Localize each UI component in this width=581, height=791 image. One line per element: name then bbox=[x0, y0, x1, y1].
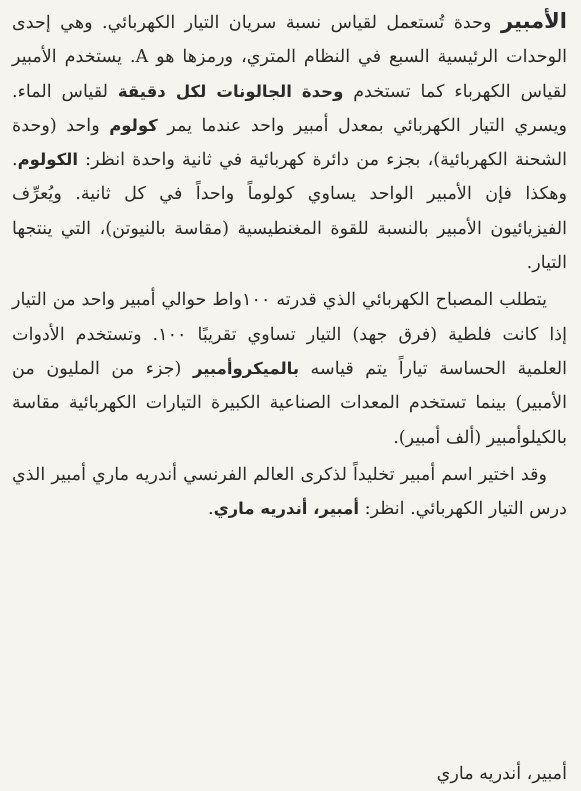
cross-reference-coulomb[interactable]: الكولوم bbox=[17, 150, 79, 170]
text-segment: لقياس الماء. ويسري التيار الكهربائي بمعدل أمبير واحد عندما يمر bbox=[12, 81, 567, 136]
text-segment: (جزء من المليون من الأمبير) بينما تستخدم المعدات الصناعية الكبيرة التيارات الكهربائية مقاسة بالكيلوأمبير (ألف أمبير). bbox=[12, 358, 567, 448]
text-segment: وحدة تُستعمل لقياس نسبة سريان التيار الكهربائي. وهي إحدى الوحدات الرئيسية السبع في النظام المتري، ورمزها هو A. يستخدم الأمبير لقياس الكهرباء كما تستخدم bbox=[12, 13, 567, 102]
term-microampere: بالميكروأمبير bbox=[192, 358, 300, 378]
headword: الأمبير bbox=[500, 9, 567, 33]
cut-off-line: أمبير، أندريه ماري bbox=[436, 764, 567, 784]
term-gallons-per-minute: وحدة الجالونات لكل دقيقة bbox=[117, 81, 344, 101]
text-segment: . bbox=[207, 499, 214, 520]
text-segment: يتطلب المصباح الكهربائي الذي قدرته ١٠٠واط حوالي أمبير واحد من التيار إذا كانت فلطية (فرق جهد) التيار تساوي تقريبًا ١٠٠. وتستخدم الأدوات العلمية الحساسة تياراً يتم قياسه bbox=[12, 290, 567, 379]
text-segment: وقد اختير اسم أمبير تخليداً لذكرى العالم الفرنسي أندريه ماري أمبير الذي درس التيار الكهربائي. انظر: bbox=[12, 464, 567, 520]
text-segment: . وهكذا فإن الأمبير الواحد يساوي كولوماً واحداً في كل ثانية. ويُعرِّف الفيزيائيون الأمبير بالنسبة للقوة المغنطيسية (مقاسة بالنيوتن)، التي ينتجها التيار. bbox=[12, 150, 567, 274]
text-segment: واحد (وحدة الشحنة الكهربائية)، بجزء من دائرة كهربائية في ثانية واحدة انظر: bbox=[12, 115, 567, 171]
paragraph-definition bbox=[12, 4, 567, 280]
paragraph-usage bbox=[12, 283, 567, 454]
cross-reference-ampere[interactable]: أمبير، أندريه ماري bbox=[213, 499, 360, 519]
term-coulomb: كولوم bbox=[109, 115, 158, 135]
paragraph-origin bbox=[12, 458, 567, 527]
